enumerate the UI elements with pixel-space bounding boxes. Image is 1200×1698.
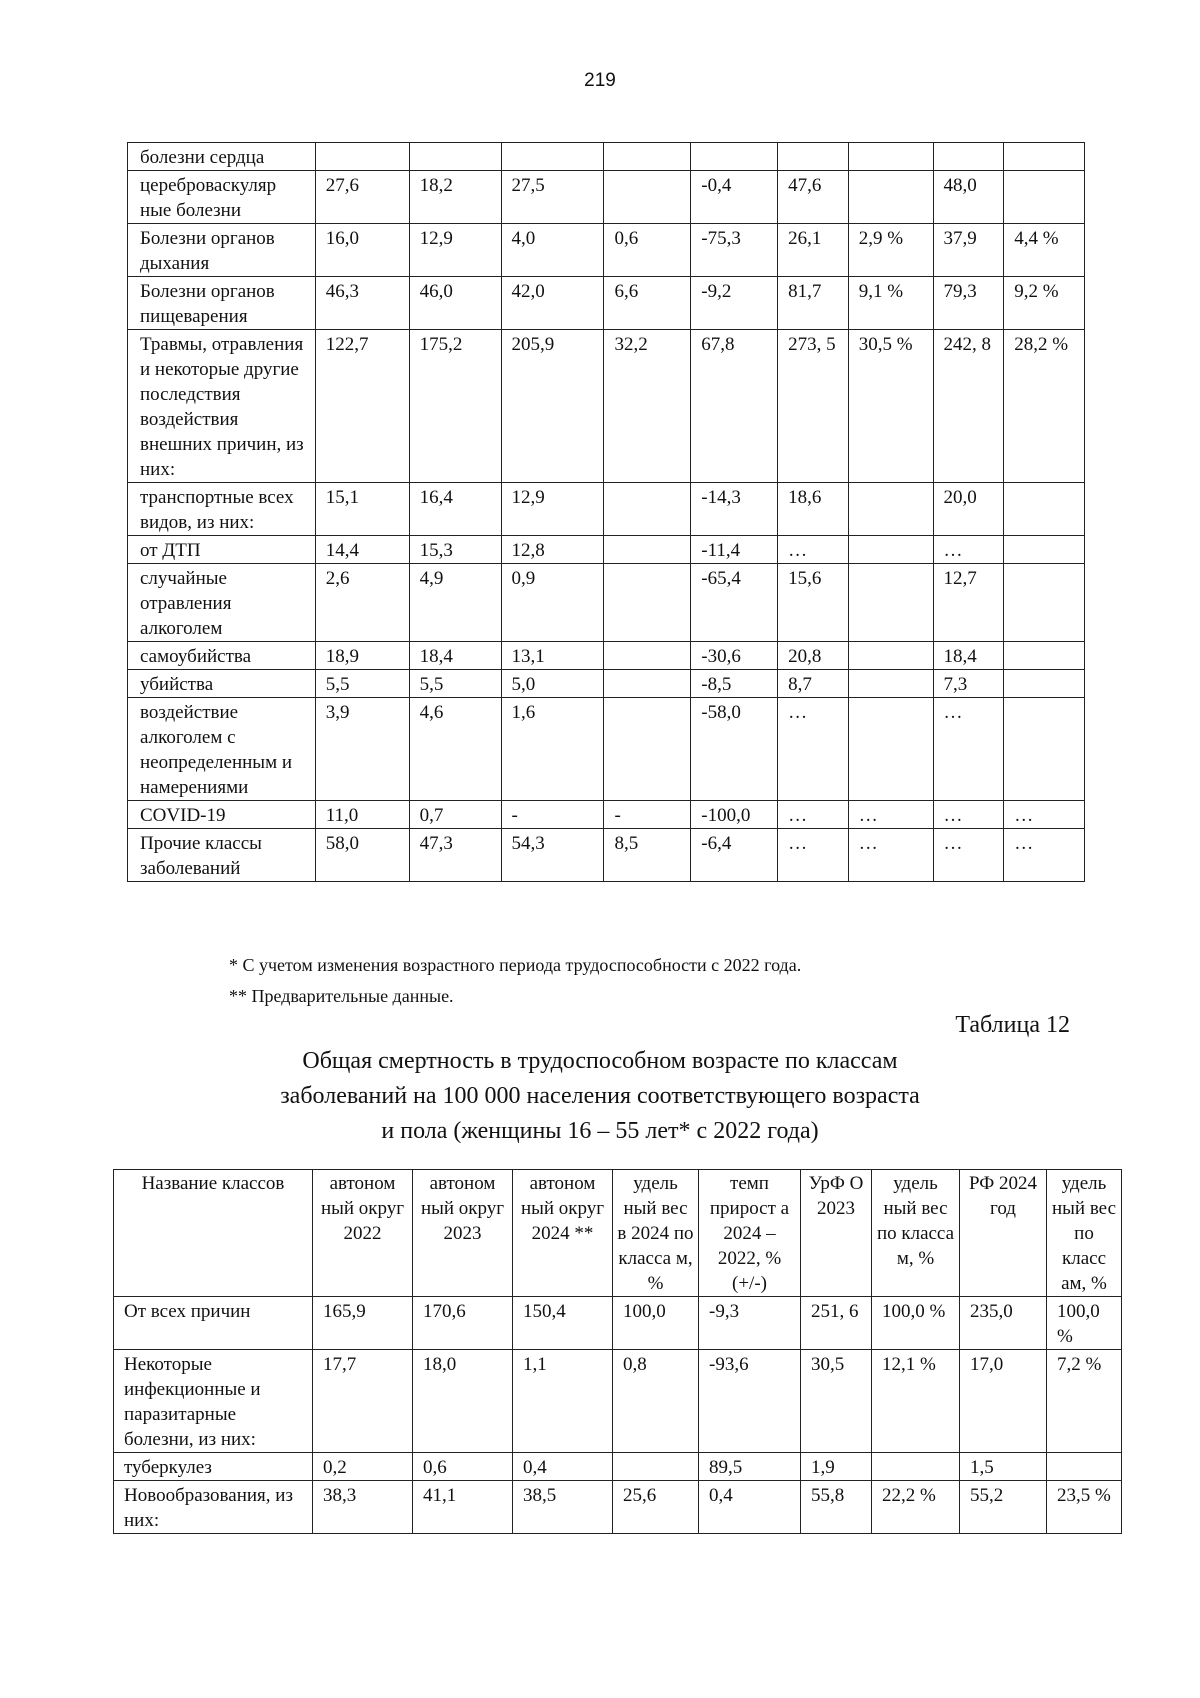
value-cell: 1,1	[513, 1350, 613, 1453]
value-cell: 41,1	[413, 1481, 513, 1534]
value-cell: 30,5	[801, 1350, 872, 1453]
value-cell: 20,8	[778, 642, 849, 670]
value-cell: -9,2	[691, 277, 778, 330]
table-row	[128, 483, 1085, 536]
value-cell: 4,4 %	[1004, 224, 1085, 277]
value-cell: 30,5 %	[848, 330, 933, 483]
value-cell: 58,0	[315, 829, 409, 882]
value-cell: 42,0	[501, 277, 604, 330]
column-header: Название классов	[114, 1170, 313, 1297]
value-cell: 12,8	[501, 536, 604, 564]
value-cell: 38,3	[313, 1481, 413, 1534]
value-cell: 27,5	[501, 171, 604, 224]
value-cell: 16,0	[315, 224, 409, 277]
value-cell	[1004, 564, 1085, 642]
value-cell: -	[604, 801, 691, 829]
value-cell: 122,7	[315, 330, 409, 483]
mortality-table-women	[113, 1169, 1122, 1534]
value-cell	[872, 1453, 960, 1481]
value-cell: …	[933, 698, 1004, 801]
column-header: РФ 2024 год	[960, 1170, 1047, 1297]
value-cell: 205,9	[501, 330, 604, 483]
column-header: автоном ный округ 2024 **	[513, 1170, 613, 1297]
value-cell: 14,4	[315, 536, 409, 564]
table-row	[128, 829, 1085, 882]
value-cell: 81,7	[778, 277, 849, 330]
value-cell	[1004, 670, 1085, 698]
value-cell: 4,9	[409, 564, 501, 642]
row-label-cell: цереброваскуляр ные болезни	[128, 171, 316, 224]
value-cell: 27,6	[315, 171, 409, 224]
value-cell: 165,9	[313, 1297, 413, 1350]
value-cell: 17,0	[960, 1350, 1047, 1453]
value-cell: 242, 8	[933, 330, 1004, 483]
page-number: 219	[584, 70, 616, 91]
value-cell: -65,4	[691, 564, 778, 642]
table-title-line-1: Общая смертность в трудоспособном возрасте по классам	[302, 1048, 898, 1074]
value-cell: 0,4	[699, 1481, 801, 1534]
value-cell	[604, 483, 691, 536]
row-label-cell: убийства	[128, 670, 316, 698]
table-row	[128, 536, 1085, 564]
value-cell: 54,3	[501, 829, 604, 882]
value-cell: 0,6	[413, 1453, 513, 1481]
value-cell: 38,5	[513, 1481, 613, 1534]
value-cell: -11,4	[691, 536, 778, 564]
value-cell: 22,2 %	[872, 1481, 960, 1534]
table-row	[128, 564, 1085, 642]
value-cell: 4,0	[501, 224, 604, 277]
value-cell: 3,9	[315, 698, 409, 801]
table-row	[114, 1297, 1122, 1350]
value-cell	[604, 536, 691, 564]
value-cell	[613, 1453, 699, 1481]
value-cell: …	[1004, 829, 1085, 882]
value-cell: 20,0	[933, 483, 1004, 536]
value-cell: 251, 6	[801, 1297, 872, 1350]
value-cell: 100,0 %	[1047, 1297, 1122, 1350]
table-header-row	[114, 1170, 1122, 1297]
column-header: удель ный вес по класс ам, %	[1047, 1170, 1122, 1297]
value-cell: -0,4	[691, 171, 778, 224]
row-label-cell: От всех причин	[114, 1297, 313, 1350]
column-header: темп прирост а 2024 – 2022, % (+/-)	[699, 1170, 801, 1297]
value-cell: 28,2 %	[1004, 330, 1085, 483]
value-cell	[848, 171, 933, 224]
value-cell: 12,9	[501, 483, 604, 536]
value-cell: 170,6	[413, 1297, 513, 1350]
table-row	[128, 801, 1085, 829]
value-cell: 0,7	[409, 801, 501, 829]
value-cell: -100,0	[691, 801, 778, 829]
value-cell	[1004, 642, 1085, 670]
footnote-age-period: * С учетом изменения возрастного периода трудоспособности с 2022 года.	[229, 955, 802, 975]
value-cell	[848, 483, 933, 536]
table-row	[128, 670, 1085, 698]
value-cell	[604, 698, 691, 801]
value-cell: -	[501, 801, 604, 829]
value-cell: -93,6	[699, 1350, 801, 1453]
value-cell	[604, 670, 691, 698]
value-cell: 235,0	[960, 1297, 1047, 1350]
value-cell: -6,4	[691, 829, 778, 882]
value-cell: 47,3	[409, 829, 501, 882]
table-row	[128, 642, 1085, 670]
value-cell: 9,1 %	[848, 277, 933, 330]
value-cell: -9,3	[699, 1297, 801, 1350]
value-cell	[848, 536, 933, 564]
value-cell: 0,9	[501, 564, 604, 642]
value-cell	[848, 642, 933, 670]
value-cell	[1004, 536, 1085, 564]
value-cell: …	[933, 801, 1004, 829]
value-cell: 100,0 %	[872, 1297, 960, 1350]
value-cell	[848, 698, 933, 801]
footnote-preliminary-data: ** Предварительные данные.	[229, 986, 454, 1006]
value-cell: 16,4	[409, 483, 501, 536]
value-cell: 18,4	[933, 642, 1004, 670]
value-cell: 12,7	[933, 564, 1004, 642]
value-cell: 48,0	[933, 171, 1004, 224]
table-row	[128, 277, 1085, 330]
row-label-cell: воздействие алкоголем с неопределенным и намерениями	[128, 698, 316, 801]
value-cell: 1,5	[960, 1453, 1047, 1481]
table-row	[114, 1481, 1122, 1534]
value-cell: 2,9 %	[848, 224, 933, 277]
value-cell: -58,0	[691, 698, 778, 801]
value-cell: 12,9	[409, 224, 501, 277]
value-cell: -8,5	[691, 670, 778, 698]
value-cell	[604, 143, 691, 171]
value-cell: 26,1	[778, 224, 849, 277]
row-label-cell: Болезни органов пищеварения	[128, 277, 316, 330]
value-cell: 55,8	[801, 1481, 872, 1534]
value-cell	[604, 564, 691, 642]
value-cell: …	[848, 829, 933, 882]
value-cell: 5,5	[315, 670, 409, 698]
value-cell	[1004, 698, 1085, 801]
value-cell: 23,5 %	[1047, 1481, 1122, 1534]
value-cell: 47,6	[778, 171, 849, 224]
value-cell: 1,9	[801, 1453, 872, 1481]
value-cell	[315, 143, 409, 171]
table-row	[128, 698, 1085, 801]
value-cell: 273, 5	[778, 330, 849, 483]
value-cell: 1,6	[501, 698, 604, 801]
value-cell: 9,2 %	[1004, 277, 1085, 330]
value-cell: 8,5	[604, 829, 691, 882]
table-number-label: Таблица 12	[955, 1012, 1070, 1038]
value-cell: …	[848, 801, 933, 829]
value-cell: 6,6	[604, 277, 691, 330]
value-cell	[604, 171, 691, 224]
table-row	[128, 224, 1085, 277]
column-header: УрФ О 2023	[801, 1170, 872, 1297]
table-row	[128, 143, 1085, 171]
value-cell: 175,2	[409, 330, 501, 483]
value-cell: 32,2	[604, 330, 691, 483]
value-cell: 0,6	[604, 224, 691, 277]
value-cell: 0,4	[513, 1453, 613, 1481]
value-cell: 15,1	[315, 483, 409, 536]
row-label-cell: транспортные всех видов, из них:	[128, 483, 316, 536]
table-title-line-2: заболеваний на 100 000 населения соответствующего возраста	[280, 1083, 920, 1109]
column-header: удель ный вес по класса м, %	[872, 1170, 960, 1297]
value-cell: 18,2	[409, 171, 501, 224]
value-cell: 7,3	[933, 670, 1004, 698]
value-cell: 5,0	[501, 670, 604, 698]
row-label-cell: туберкулез	[114, 1453, 313, 1481]
row-label-cell: Новообразования, из них:	[114, 1481, 313, 1534]
value-cell: …	[778, 829, 849, 882]
value-cell: …	[1004, 801, 1085, 829]
value-cell: 18,0	[413, 1350, 513, 1453]
row-label-cell: Некоторые инфекционные и паразитарные болезни, из них:	[114, 1350, 313, 1453]
value-cell	[501, 143, 604, 171]
row-label-cell: Болезни органов дыхания	[128, 224, 316, 277]
value-cell	[848, 670, 933, 698]
value-cell	[1004, 483, 1085, 536]
row-label-cell: Травмы, отравления и некоторые другие последствия воздействия внешних причин, из них:	[128, 330, 316, 483]
value-cell: 67,8	[691, 330, 778, 483]
value-cell: 79,3	[933, 277, 1004, 330]
table-row	[128, 330, 1085, 483]
row-label-cell: болезни сердца	[128, 143, 316, 171]
mortality-table-continued	[127, 142, 1085, 882]
value-cell	[1047, 1453, 1122, 1481]
value-cell: 89,5	[699, 1453, 801, 1481]
value-cell: …	[933, 829, 1004, 882]
value-cell: 7,2 %	[1047, 1350, 1122, 1453]
value-cell: 0,2	[313, 1453, 413, 1481]
value-cell: 13,1	[501, 642, 604, 670]
value-cell: 11,0	[315, 801, 409, 829]
value-cell	[409, 143, 501, 171]
value-cell: 2,6	[315, 564, 409, 642]
value-cell: 18,9	[315, 642, 409, 670]
value-cell: -14,3	[691, 483, 778, 536]
row-label-cell: от ДТП	[128, 536, 316, 564]
row-label-cell: самоубийства	[128, 642, 316, 670]
row-label-cell: Прочие классы заболеваний	[128, 829, 316, 882]
value-cell	[848, 143, 933, 171]
table-row	[114, 1350, 1122, 1453]
value-cell: 46,3	[315, 277, 409, 330]
value-cell	[933, 143, 1004, 171]
value-cell	[1004, 171, 1085, 224]
value-cell: 100,0	[613, 1297, 699, 1350]
value-cell: 46,0	[409, 277, 501, 330]
table-row	[128, 171, 1085, 224]
value-cell	[691, 143, 778, 171]
value-cell: 150,4	[513, 1297, 613, 1350]
value-cell	[778, 143, 849, 171]
value-cell: 18,6	[778, 483, 849, 536]
value-cell	[604, 642, 691, 670]
value-cell: 15,6	[778, 564, 849, 642]
row-label-cell: случайные отравления алкоголем	[128, 564, 316, 642]
value-cell: 0,8	[613, 1350, 699, 1453]
value-cell: 17,7	[313, 1350, 413, 1453]
value-cell: …	[778, 698, 849, 801]
value-cell: 12,1 %	[872, 1350, 960, 1453]
value-cell: -75,3	[691, 224, 778, 277]
value-cell: 18,4	[409, 642, 501, 670]
value-cell: -30,6	[691, 642, 778, 670]
value-cell: …	[933, 536, 1004, 564]
value-cell: 8,7	[778, 670, 849, 698]
value-cell: 4,6	[409, 698, 501, 801]
column-header: удель ный вес в 2024 по класса м, %	[613, 1170, 699, 1297]
table-title	[0, 1044, 1200, 1149]
value-cell: …	[778, 801, 849, 829]
value-cell: 37,9	[933, 224, 1004, 277]
column-header: автоном ный округ 2022	[313, 1170, 413, 1297]
column-header: автоном ный округ 2023	[413, 1170, 513, 1297]
value-cell: 5,5	[409, 670, 501, 698]
table-row	[114, 1453, 1122, 1481]
value-cell	[1004, 143, 1085, 171]
row-label-cell: COVID-19	[128, 801, 316, 829]
value-cell	[848, 564, 933, 642]
value-cell: 25,6	[613, 1481, 699, 1534]
value-cell: 55,2	[960, 1481, 1047, 1534]
value-cell: …	[778, 536, 849, 564]
value-cell: 15,3	[409, 536, 501, 564]
table-title-line-3: и пола (женщины 16 – 55 лет* с 2022 года)	[381, 1118, 819, 1144]
